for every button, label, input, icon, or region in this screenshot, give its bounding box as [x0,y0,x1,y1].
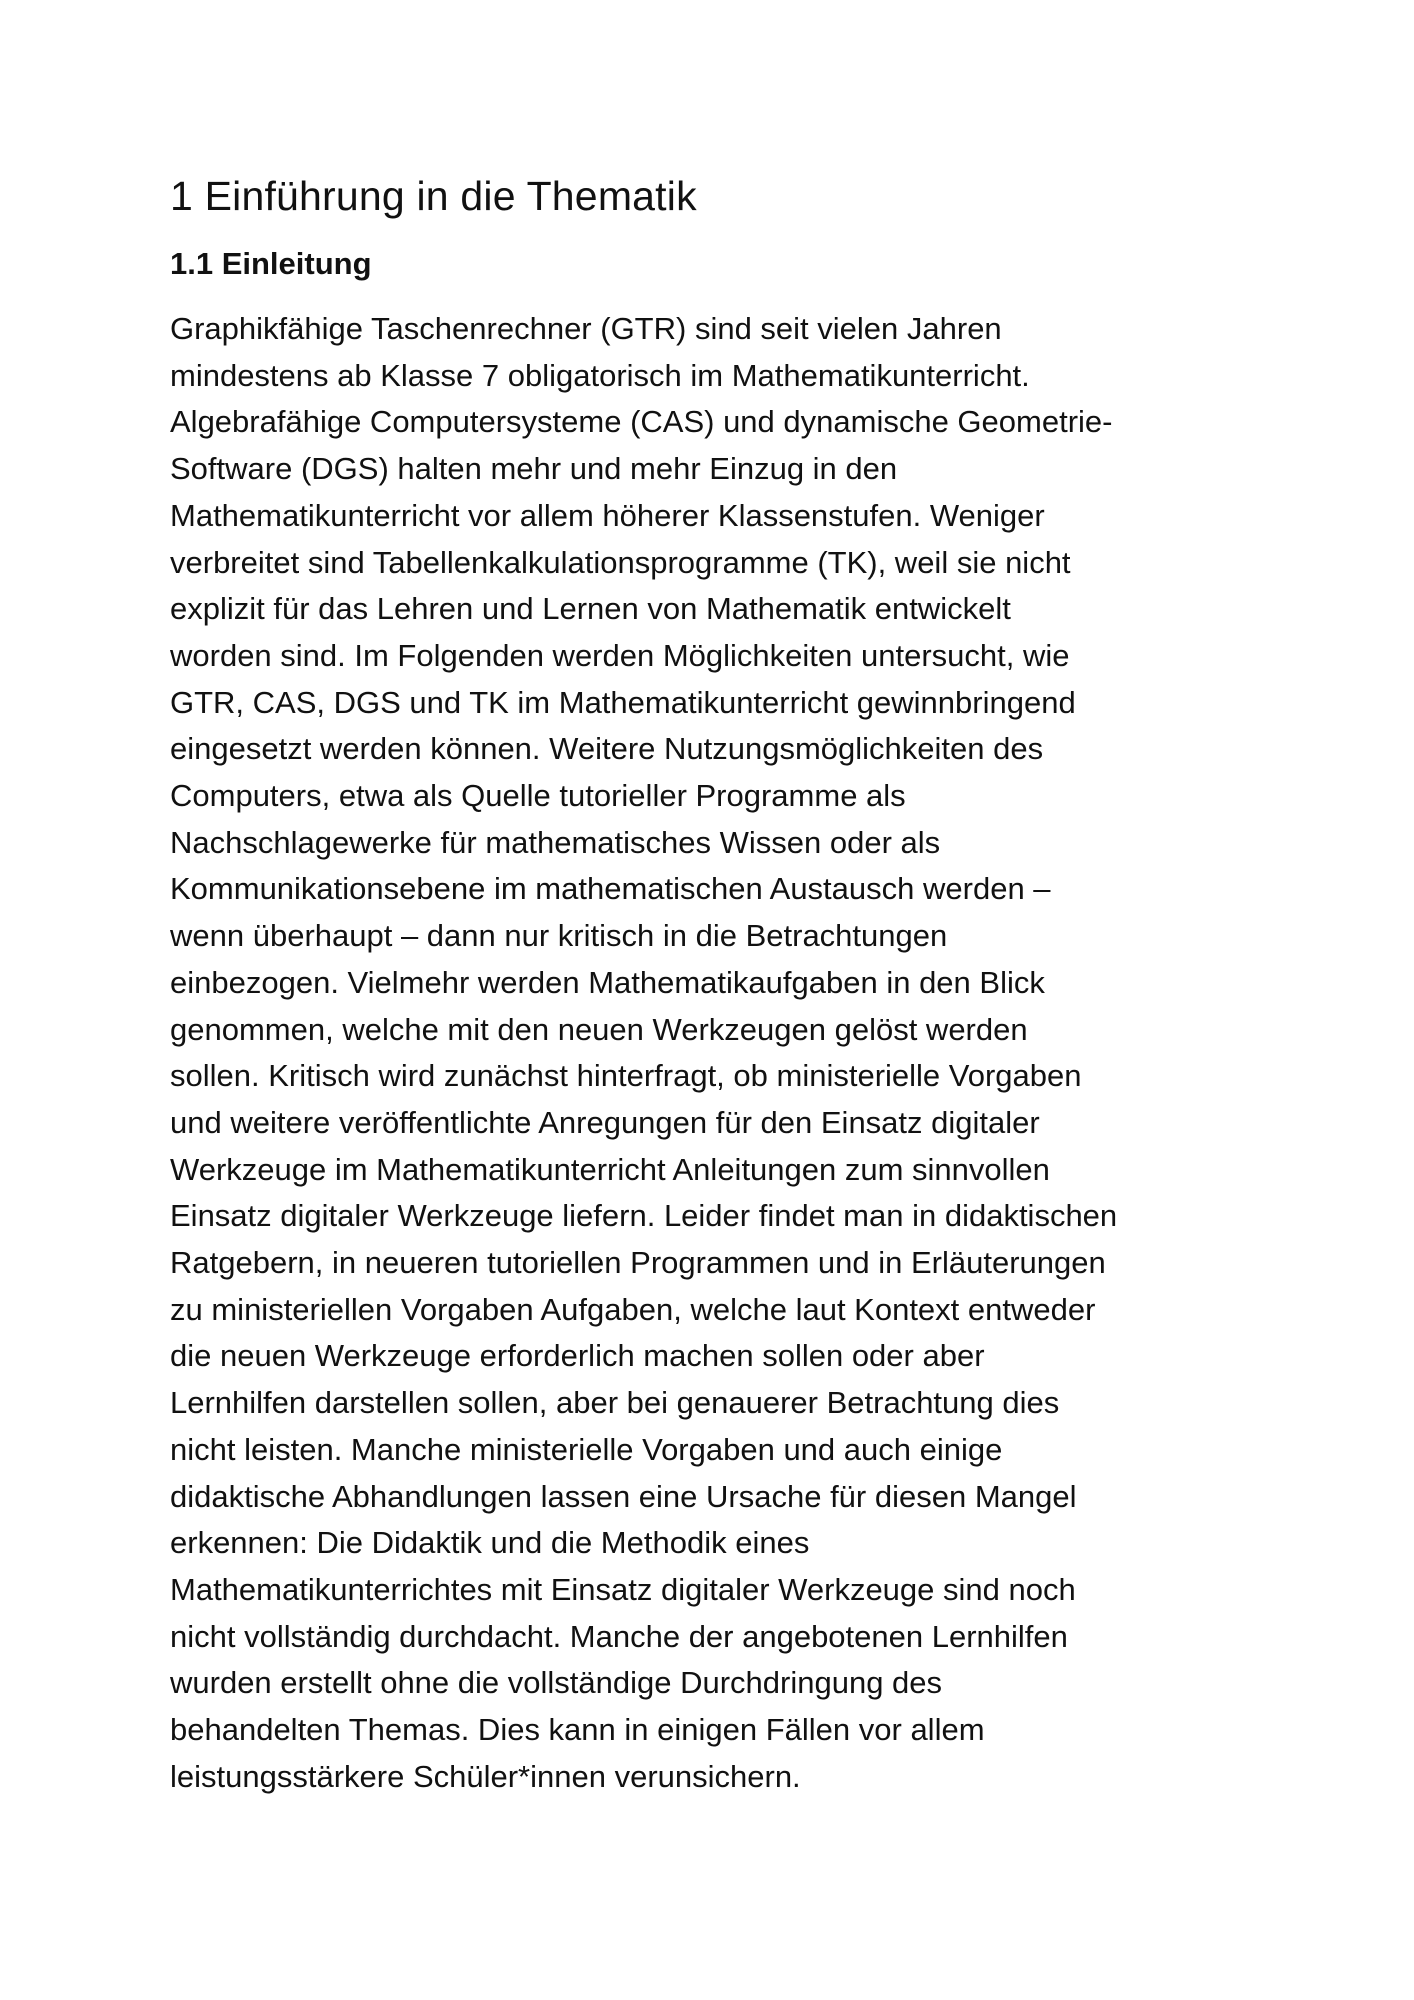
paragraph-line: Software (DGS) halten mehr und mehr Einzug in den [170,451,898,487]
paragraph-line: Computers, etwa als Quelle tutorieller Programme als [170,778,906,814]
paragraph-line: Algebrafähige Computersysteme (CAS) und dynamische Geometrie- [170,404,1113,440]
paragraph-line: mindestens ab Klasse 7 obligatorisch im Mathematikunterricht. [170,357,1030,393]
paragraph-line: Mathematikunterricht vor allem höherer Klassenstufen. Weniger [170,497,1045,533]
paragraph-line: eingesetzt werden können. Weitere Nutzungsmöglichkeiten des [170,731,1044,767]
section-title: 1.1 Einleitung [170,246,372,281]
paragraph-line: genommen, welche mit den neuen Werkzeugen gelöst werden [170,1011,1028,1047]
paragraph-line: sollen. Kritisch wird zunächst hinterfragt, ob ministerielle Vorgaben [170,1058,1082,1094]
paragraph-line: Ratgebern, in neueren tutoriellen Programmen und in Erläuterungen [170,1245,1106,1281]
paragraph-line: und weitere veröffentlichte Anregungen für den Einsatz digitaler [170,1104,1040,1140]
paragraph-line: erkennen: Die Didaktik und die Methodik eines [170,1525,810,1561]
paragraph-line: nicht vollständig durchdacht. Manche der angebotenen Lernhilfen [170,1618,1068,1654]
chapter-title: 1 Einführung in die Thematik [170,173,697,219]
paragraph-line: Graphikfähige Taschenrechner (GTR) sind seit vielen Jahren [170,311,1002,346]
paragraph-line: verbreitet sind Tabellenkalkulationsprogramme (TK), weil sie nicht [170,544,1071,580]
paragraph-line: Nachschlagewerke für mathematisches Wissen oder als [170,824,941,860]
paragraph-line: didaktische Abhandlungen lassen eine Ursache für diesen Mangel [170,1478,1077,1514]
paragraph-line: Kommunikationsebene im mathematischen Austausch werden – [170,871,1051,907]
paragraph-line: Werkzeuge im Mathematikunterricht Anleitungen zum sinnvollen [170,1151,1050,1187]
paragraph-line: zu ministeriellen Vorgaben Aufgaben, welche laut Kontext entweder [170,1291,1096,1327]
paragraph-line: behandelten Themas. Dies kann in einigen Fällen vor allem [170,1712,985,1748]
page-content [170,168,1260,1801]
paragraph-line: die neuen Werkzeuge erforderlich machen sollen oder aber [170,1338,985,1374]
paragraph-line: wurden erstellt ohne die vollständige Durchdringung des [170,1665,943,1701]
body-paragraph [170,306,1260,1801]
paragraph-line: einbezogen. Vielmehr werden Mathematikaufgaben in den Blick [170,964,1045,1000]
paragraph-line: explizit für das Lehren und Lernen von Mathematik entwickelt [170,591,1011,627]
paragraph-line: leistungsstärkere Schüler*innen verunsichern. [170,1758,801,1794]
paragraph-line: Einsatz digitaler Werkzeuge liefern. Leider findet man in didaktischen [170,1198,1118,1234]
paragraph-line: worden sind. Im Folgenden werden Möglichkeiten untersucht, wie [170,637,1070,673]
paragraph-line: wenn überhaupt – dann nur kritisch in die Betrachtungen [170,918,948,954]
paragraph-line: nicht leisten. Manche ministerielle Vorgaben und auch einige [170,1431,1003,1467]
paragraph-line: Lernhilfen darstellen sollen, aber bei genauerer Betrachtung dies [170,1385,1060,1421]
paragraph-line: GTR, CAS, DGS und TK im Mathematikunterricht gewinnbringend [170,684,1076,720]
paragraph-line: Mathematikunterrichtes mit Einsatz digitaler Werkzeuge sind noch [170,1571,1076,1607]
